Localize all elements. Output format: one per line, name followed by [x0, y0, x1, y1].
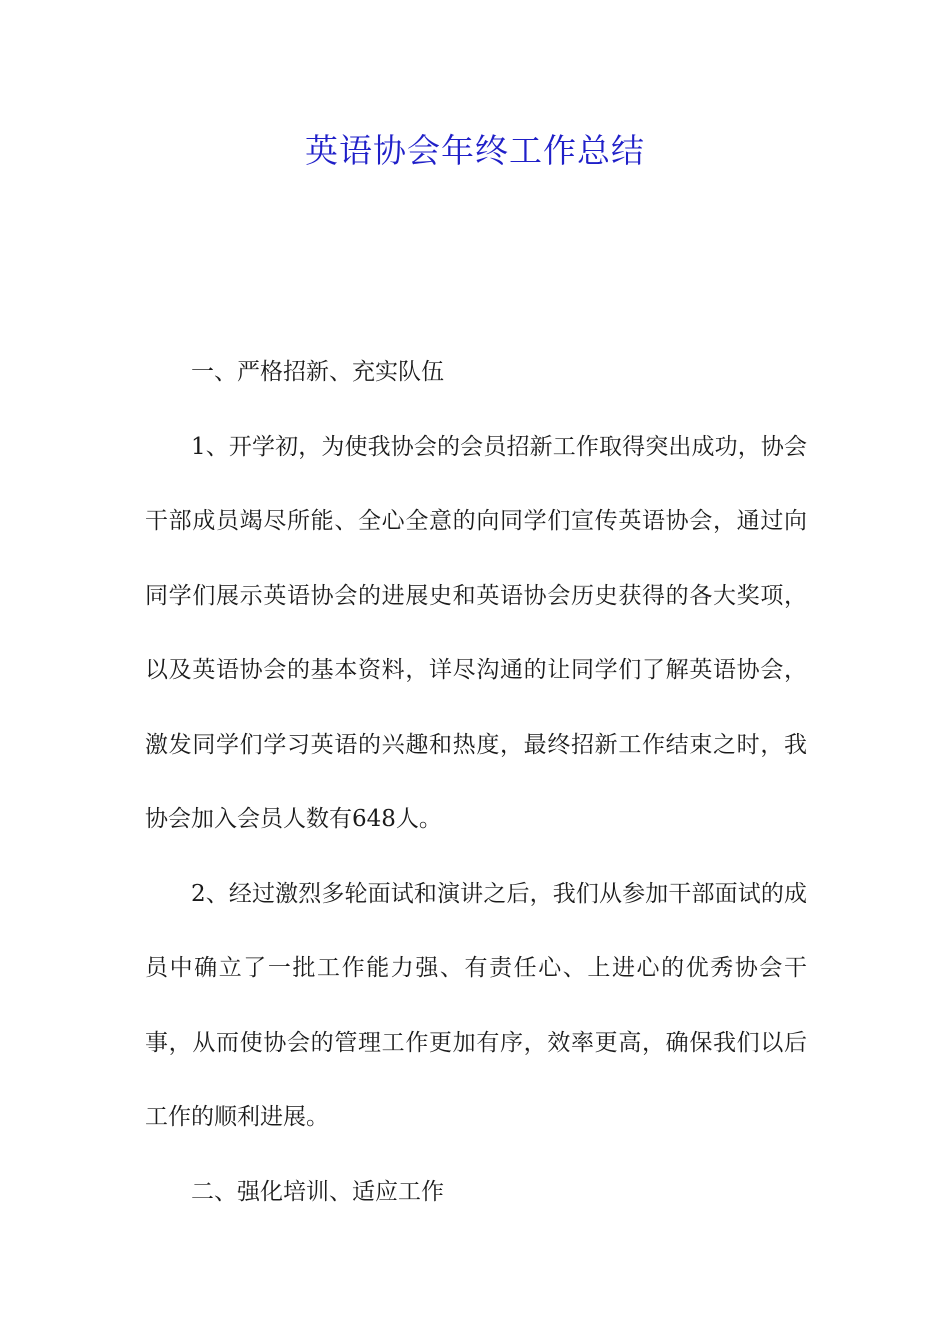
- document-body: [145, 335, 807, 1229]
- document-title: 英语协会年终工作总结: [305, 131, 645, 170]
- body-paragraph: 1、开学初，为使我协会的会员招新工作取得突出成功，协会干部成员竭尽所能、全心全意的向同学们宣传英语协会，通过向同学们展示英语协会的进展史和英语协会历史获得的各大奖项，以及英语协会的基本资料，详尽沟通的让同学们了解英语协会，激发同学们学习英语的兴趣和热度，最终招新工作结束之时，我协会加入会员人数有648人。: [145, 433, 807, 832]
- body-paragraph: 2、经过激烈多轮面试和演讲之后，我们从参加干部面试的成员中确立了一批工作能力强、有责任心、上进心的优秀协会干事，从而使协会的管理工作更加有序，效率更高，确保我们以后工作的顺利进展。: [145, 880, 807, 1130]
- section-heading: 一、严格招新、充实队伍: [191, 359, 444, 385]
- section-heading: 二、强化培训、适应工作: [191, 1178, 444, 1205]
